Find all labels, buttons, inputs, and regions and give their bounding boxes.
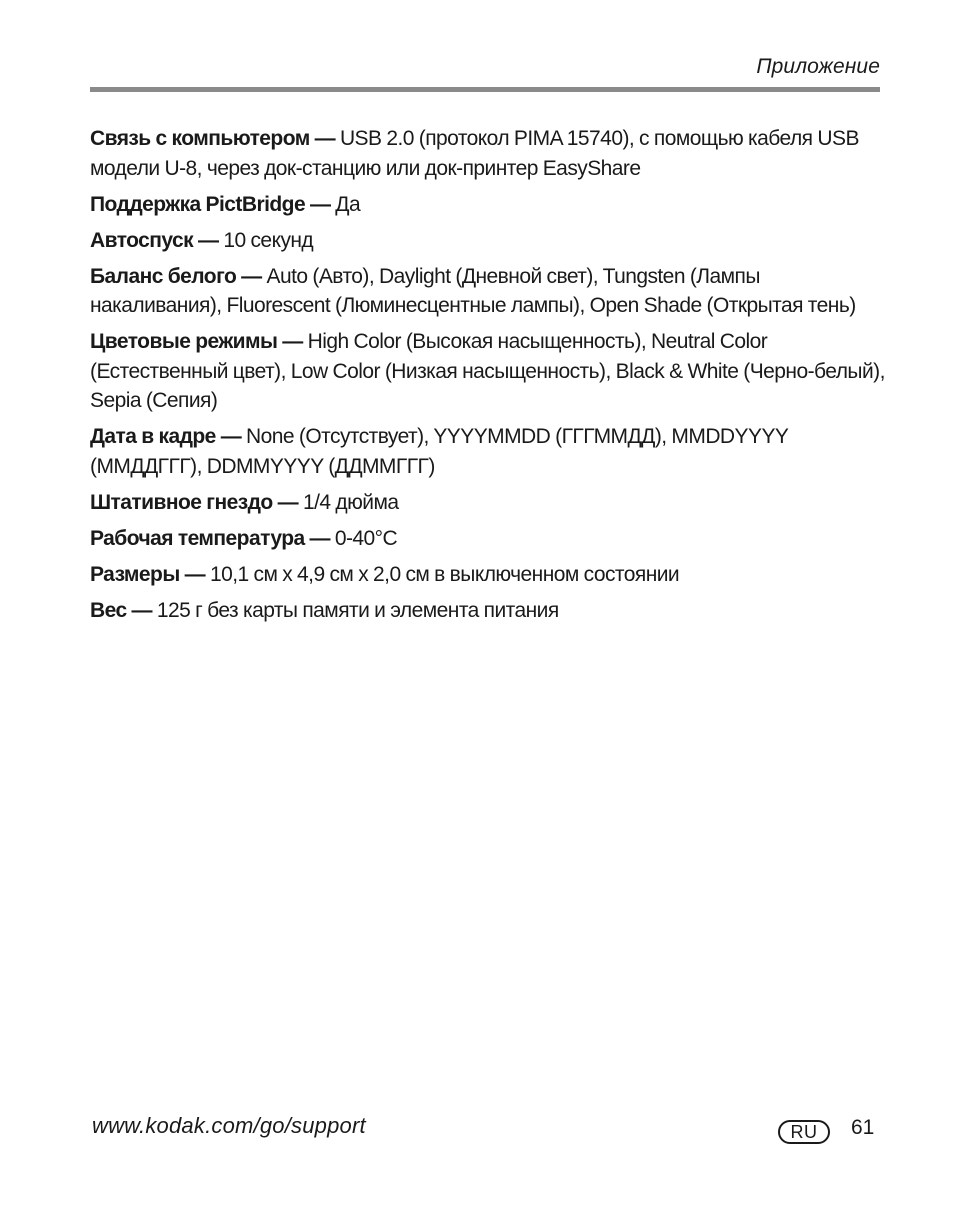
spec-weight bbox=[90, 596, 890, 626]
spec-value: USB 2.0 (протокол PIMA 15740), с помощью кабеля USB модели U-8, через док-станцию или док-принтер EasyShare bbox=[90, 127, 859, 180]
spec-operating-temperature bbox=[90, 524, 890, 554]
spec-label: Размеры — bbox=[90, 562, 206, 586]
spec-value: 10 секунд bbox=[223, 228, 314, 252]
spec-label: Связь с компьютером — bbox=[90, 127, 336, 150]
spec-dimensions bbox=[90, 560, 890, 590]
spec-tripod-socket bbox=[90, 488, 890, 518]
spec-label: Цветовые режимы — bbox=[90, 330, 303, 353]
header-divider bbox=[90, 87, 880, 92]
spec-value: 1/4 дюйма bbox=[302, 490, 399, 514]
page-header-title: Приложение bbox=[756, 55, 880, 78]
spec-value: Да bbox=[335, 192, 361, 216]
spec-label: Вес — bbox=[90, 598, 152, 622]
spec-date-stamp bbox=[90, 422, 890, 481]
page-number: 61 bbox=[851, 1116, 875, 1139]
spec-value: High Color (Высокая насыщенность), Neutral Color (Естественный цвет), Low Color (Низкая насыщенность), Black & White (Черно-белый), Sepia (Сепия) bbox=[90, 330, 885, 412]
spec-value: 10,1 см x 4,9 см x 2,0 см в выключенном состоянии bbox=[209, 562, 680, 586]
spec-color-modes bbox=[90, 327, 890, 416]
footer-support-url: www.kodak.com/go/support bbox=[92, 1113, 366, 1138]
spec-label: Рабочая температура — bbox=[90, 526, 330, 550]
spec-value: 0-40°C bbox=[334, 526, 398, 550]
spec-label: Дата в кадре — bbox=[90, 425, 242, 448]
spec-computer-connection bbox=[90, 124, 890, 183]
spec-value: 125 г без карты памяти и элемента питания bbox=[156, 598, 559, 622]
spec-label: Баланс белого — bbox=[90, 264, 262, 288]
spec-pictbridge bbox=[90, 190, 890, 220]
spec-white-balance bbox=[90, 262, 890, 321]
spec-label: Поддержка PictBridge — bbox=[90, 192, 331, 216]
language-badge: RU bbox=[778, 1120, 830, 1144]
spec-label: Штативное гнездо — bbox=[90, 490, 299, 514]
spec-value: Auto (Авто), Daylight (Дневной свет), Tungsten (Лампы накаливания), Fluorescent (Люминесцентные лампы), Open Shade (Открытая тень) bbox=[90, 264, 856, 317]
spec-self-timer bbox=[90, 226, 890, 256]
spec-list bbox=[90, 124, 890, 632]
spec-value: None (Отсутствует), YYYYMMDD (ГГГММДД), MMDDYYYY (ММДДГГГ), DDMMYYYY (ДДММГГГ) bbox=[90, 425, 789, 478]
spec-label: Автоспуск — bbox=[90, 228, 219, 252]
